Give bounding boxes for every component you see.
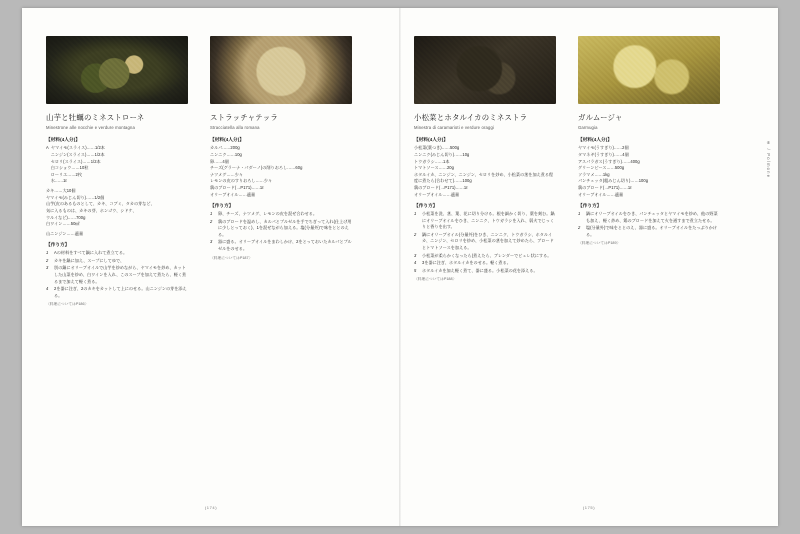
recipe-title: 山芋と牡蠣のミネストローネ — [46, 113, 145, 122]
right-page-folio: (175) — [582, 505, 596, 510]
ingredient-line: ローリエ……2枚 — [46, 171, 83, 177]
step-number: 2 — [210, 218, 213, 224]
right-columns — [414, 36, 754, 282]
ingredient-line: ニンニク……10g — [210, 151, 242, 157]
ingredients-heading: 【材料(4人分)】 — [210, 137, 245, 143]
ingredient-line: カキ……大10個 — [46, 188, 76, 193]
ingredient-line: ヤマイモ(みじん切り)……1/2個 — [46, 194, 105, 200]
method-heading: 【作り方】 — [46, 242, 70, 248]
method-step — [414, 260, 556, 267]
book-spread — [22, 8, 778, 526]
ingredient-line: 白コショウ……10粒 — [46, 165, 89, 171]
step-text: 小松菜を洗、茎、葉、花に切り分ける。根を細かく切り、葉を刻む。鍋にオリーブオイルをひき、ニンニク、トウガラシを入れ、弱火でじっくりと香りを出す。 — [422, 211, 555, 230]
step-text: 2を器に注ぎ、2のカキをカットして上にのせる。山ニンジンの芽を添える。 — [54, 286, 187, 298]
method-heading: 【作り方】 — [578, 203, 602, 209]
step-text: 別の鍋にオリーブオイルで山芋を炒めながら、ヤマイモを炒め、カットした山菜を炒め、白ワインを入れ、このスープを加えて煮たら、軽く煮るまで加えて軽く煮る。 — [54, 265, 187, 284]
step-number: 4 — [46, 286, 49, 292]
recipe-photo-1 — [46, 36, 188, 104]
step-text: ホタルイカを加え軽く煮て、器に盛る。小松菜の花を添える。 — [422, 267, 538, 273]
method-step — [578, 225, 720, 238]
step-text: 3を器に注ぎ、ホタルイカをのせる。軽く煮る。 — [422, 260, 511, 266]
ingredient-line: A ヤマイモ(スライス)……1/2本 — [46, 145, 105, 151]
recipe-column-4 — [578, 36, 720, 282]
ingredient-line: オリーブオイル……適量 — [210, 191, 256, 197]
ingredient-line: ウルイなど)……700g — [46, 214, 86, 220]
ingredient-line: トウガラシ……1本 — [414, 158, 450, 164]
recipe-note: 〈料理についてはP186〉 — [46, 302, 89, 307]
recipe-photo-4 — [578, 36, 720, 104]
step-number: 3 — [210, 239, 213, 245]
method-heading: 【作り方】 — [210, 203, 234, 209]
chapter-tab: ⑧ / Polmone — [766, 140, 771, 179]
method-step — [210, 219, 352, 239]
ingredient-line: ナツメグ……少々 — [210, 171, 244, 177]
ingredient-line: 気に入るものは、カキの芽、ホンゴウ、シドケ、 — [46, 207, 137, 213]
left-page — [22, 8, 400, 526]
recipe-column-2 — [210, 36, 352, 307]
method-step — [414, 268, 556, 275]
method-steps — [414, 211, 556, 274]
method-steps — [210, 211, 352, 252]
ingredient-line: トマトソース……20g — [414, 165, 454, 171]
ingredient-line: セロリ(スライス)……1/2本 — [46, 158, 101, 164]
ingredient-line: グリーンピース……500g — [578, 165, 625, 171]
ingredient-line: ソラマメ……1kg — [578, 171, 610, 177]
step-text: 卵、チーズ、ナツメグ、レモンの皮を混ぜ合わせる。 — [218, 211, 318, 217]
recipe-subtitle: Minestrone alle nocchie e verdure montagna — [46, 125, 135, 131]
ingredient-line: ニンジン(スライス)……1/2本 — [46, 151, 105, 157]
recipe-note: 〈料理についてはP189〉 — [578, 241, 621, 246]
method-steps — [46, 250, 188, 299]
ingredient-line: タマネギ(うすぎり)……4個 — [578, 151, 629, 157]
method-heading: 【作り方】 — [414, 203, 438, 209]
step-number: 3 — [414, 252, 417, 258]
ingredient-line: レモンの皮のすりおろし……少々 — [210, 178, 273, 184]
ingredient-line: 卵……4個 — [210, 158, 229, 164]
method-step — [414, 211, 556, 231]
ingredient-line: 鶏のブロード(→P171)……1ℓ — [210, 185, 264, 190]
ingredient-line: ヤマイモ(うすぎり)……2個 — [578, 145, 629, 151]
ingredient-line: 小松菜(葉つき)……500g — [414, 145, 460, 151]
step-number: 3 — [46, 265, 49, 271]
step-number: 4 — [414, 260, 417, 266]
recipe-column-1 — [46, 36, 188, 307]
ingredients-heading: 【材料(4人分)】 — [578, 137, 613, 143]
method-step — [414, 253, 556, 260]
ingredients-heading: 【材料(4人分)】 — [414, 137, 449, 143]
method-step — [46, 258, 188, 265]
recipe-subtitle: Garmugia — [578, 125, 598, 131]
method-step — [414, 232, 556, 252]
ingredient-line: ホタルイカ、ニンジン、ニンジン、セロリを炒め、小松菜の茎を加え煮る程度に煮たら(合わせて)……100g — [414, 171, 554, 184]
recipe-subtitle: Stracciatella alla romana — [210, 125, 260, 131]
recipe-note: 〈料理についてはP188〉 — [414, 277, 457, 282]
recipe-subtitle: Minestra di caramarioti e verdure oraggi — [414, 125, 495, 131]
recipe-photo-3 — [414, 36, 556, 104]
step-number: 1 — [414, 211, 417, 217]
ingredient-line: オリーブオイル……適量 — [414, 191, 460, 197]
method-step — [46, 250, 188, 257]
ingredient-line: パンチェッタ(粗みじん切り)……100g — [578, 178, 649, 184]
step-text: 鍋にオリーブオイル(分量外)をひき、ニンニク、トウガラシ、ホタルイカ、ニンジン、セロリを炒め、小松菜の茎を加えて炒めたら、ブロードとトマトソースを加える。 — [422, 231, 554, 250]
ingredient-line: チーズ(グラーナ・パダーノ)の削りおろし……60g — [210, 165, 303, 171]
ingredient-line: 鶏のブロード(→P171)……1ℓ — [578, 185, 632, 190]
step-number: 2 — [578, 225, 581, 231]
step-number: 1 — [578, 211, 581, 217]
method-step — [210, 239, 352, 252]
ingredient-line: 山ニンジン……適量 — [46, 230, 84, 236]
step-text: 器に盛る。オリーブオイルをまわしかけ、2をとっておいたカルパとプルゼルをのせる。 — [218, 239, 352, 251]
method-step — [578, 211, 720, 224]
ingredient-line: 白ワイン……50㎖ — [46, 221, 80, 227]
ingredient-line: 水……1ℓ — [46, 178, 67, 184]
step-number: 2 — [414, 231, 417, 237]
step-text: カキを鍋に加え、スープにしてゆで、 — [54, 257, 125, 263]
method-step — [210, 211, 352, 218]
right-page — [400, 8, 778, 526]
recipe-title: ストラッチャテッラ — [210, 113, 278, 122]
ingredient-line: カルパ……200g — [210, 145, 240, 151]
method-steps — [578, 211, 720, 238]
ingredient-line: オリーブオイル……適量 — [578, 191, 624, 197]
step-text: 鶏のブロードを温めし、カルパとプルゼルを手でちぎって入れ(仕上げ用に少しとっておく)、1を混ぜながら加える。塩(分量外)で味をととのえる。 — [218, 218, 352, 237]
step-text: Aの材料をすべて鍋に入れて煮立てる。 — [54, 250, 128, 256]
recipe-note: 〈料理についてはP187〉 — [210, 255, 253, 260]
ingredient-line: 山芋(皮のあるものとして、カキ、コブミ、タカの芽など、 — [46, 201, 155, 207]
method-step — [46, 265, 188, 285]
step-text: 鍋にオリーブオイルをひき、パンチェッタとヤマイモを炒め、他の野菜も加え、軽く炒め、鶏のブロードを加えて火を通すまで煮立たせる。 — [586, 211, 718, 223]
ingredient-line: ニンニク(みじん切り)……10g — [414, 151, 470, 157]
ingredient-line: 鶏のブロード(→P171)……1ℓ — [414, 185, 468, 190]
step-text: 小松菜が柔らかくなったら(煮えたら、ブレンダーでピュレ状にする。 — [422, 252, 552, 258]
step-number: 1 — [46, 250, 49, 256]
recipe-photo-2 — [210, 36, 352, 104]
step-text: 塩(分量外)で味をととのえ、器に盛る。オリーブオイルをたっぷりかける。 — [586, 225, 718, 237]
step-number: 2 — [46, 257, 49, 263]
step-number: 5 — [414, 267, 417, 273]
step-number: 1 — [210, 211, 213, 217]
recipe-column-3 — [414, 36, 556, 282]
left-page-folio: (174) — [204, 505, 218, 510]
ingredient-line: アスパラガス(うすぎり)……400g — [578, 158, 640, 164]
method-step — [46, 286, 188, 299]
recipe-title: 小松菜とホタルイカのミネストラ — [414, 113, 528, 122]
ingredients-heading: 【材料(4人分)】 — [46, 137, 81, 143]
left-columns — [46, 36, 386, 307]
recipe-title: ガルムージャ — [578, 113, 623, 122]
